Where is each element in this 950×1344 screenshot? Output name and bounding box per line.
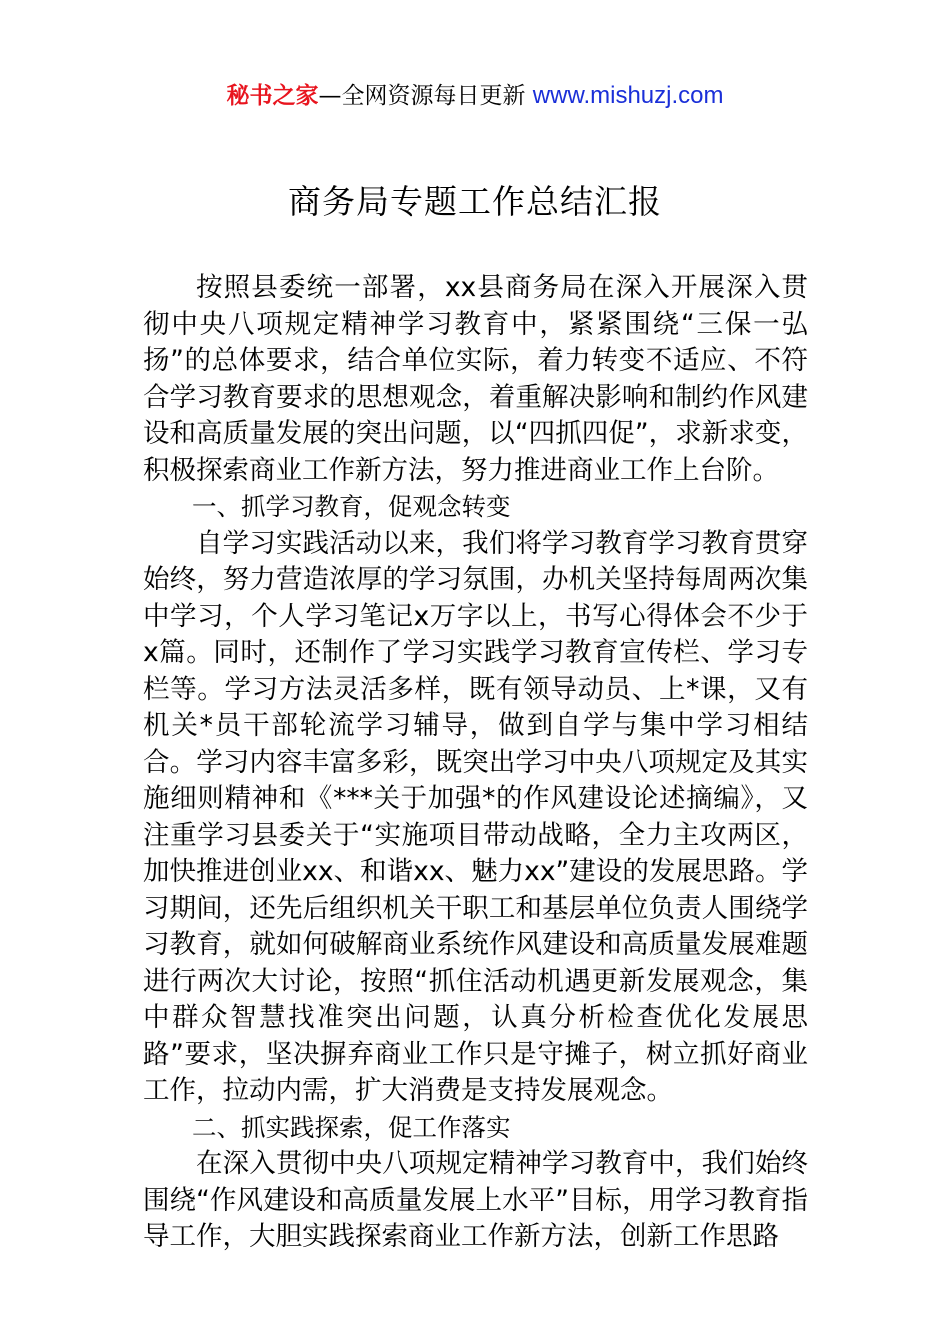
site-url-link[interactable]: www.mishuzj.com bbox=[532, 82, 724, 109]
section-1-paragraph: 自学习实践活动以来，我们将学习教育学习教育贯穿始终，努力营造浓厚的学习氛围，办机关坚持每周两次集中学习，个人学习笔记x万字以上，书写心得体会不少于x篇。同时，还制作了学习实践学习教育宣传栏、学习专栏等。学习方法灵活多样，既有领导动员、上*课，又有机关*员干部轮流学习辅导，做到自学与集中学习相结合。学习内容丰富多彩，既突出学习中央八项规定及其实施细则精神和《***关于加强*的作风建设论述摘编》，又注重学习县委关于“实施项目带动战略，全力主攻两区，加快推进创业xx、和谐xx、魅力xx”建设的发展思路。学习期间，还先后组织机关干职工和基层单位负责人围绕学习教育，就如何破解商业系统作风建设和高质量发展难题进行两次大讨论，按照“抓住活动机遇更新发展观念，集中群众智慧找准突出问题，认真分析检查优化发展思路”要求，坚决摒弃商业工作只是守摊子，树立抓好商业工作，拉动内需，扩大消费是支持发展观念。 bbox=[143, 527, 808, 1106]
document-title: 商务局专题工作总结汇报 bbox=[288, 182, 662, 221]
document-body bbox=[143, 270, 808, 1256]
intro-paragraph: 按照县委统一部署，xx县商务局在深入开展深入贯彻中央八项规定精神学习教育中，紧紧围绕“三保一弘扬”的总体要求，结合单位实际，着力转变不适应、不符合学习教育要求的思想观念，着重解决影响和制约作风建设和高质量发展的突出问题，以“四抓四促”，求新求变，积极探索商业工作新方法，努力推进商业工作上台阶。 bbox=[143, 272, 808, 486]
site-banner bbox=[0, 78, 950, 114]
section-1-heading: 一、抓学习教育，促观念转变 bbox=[192, 492, 511, 521]
section-2-paragraph: 在深入贯彻中央八项规定精神学习教育中，我们始终围绕“作风建设和高质量发展上水平”目标，用学习教育指导工作，大胆实践探索商业工作新方法，创新工作思路 bbox=[143, 1148, 808, 1252]
brand-name: 秘书之家 bbox=[226, 83, 319, 109]
banner-tagline: 全网资源每日更新 bbox=[341, 83, 526, 109]
section-2-heading: 二、抓实践探索，促工作落实 bbox=[192, 1112, 511, 1142]
banner-dash: — bbox=[318, 83, 342, 109]
